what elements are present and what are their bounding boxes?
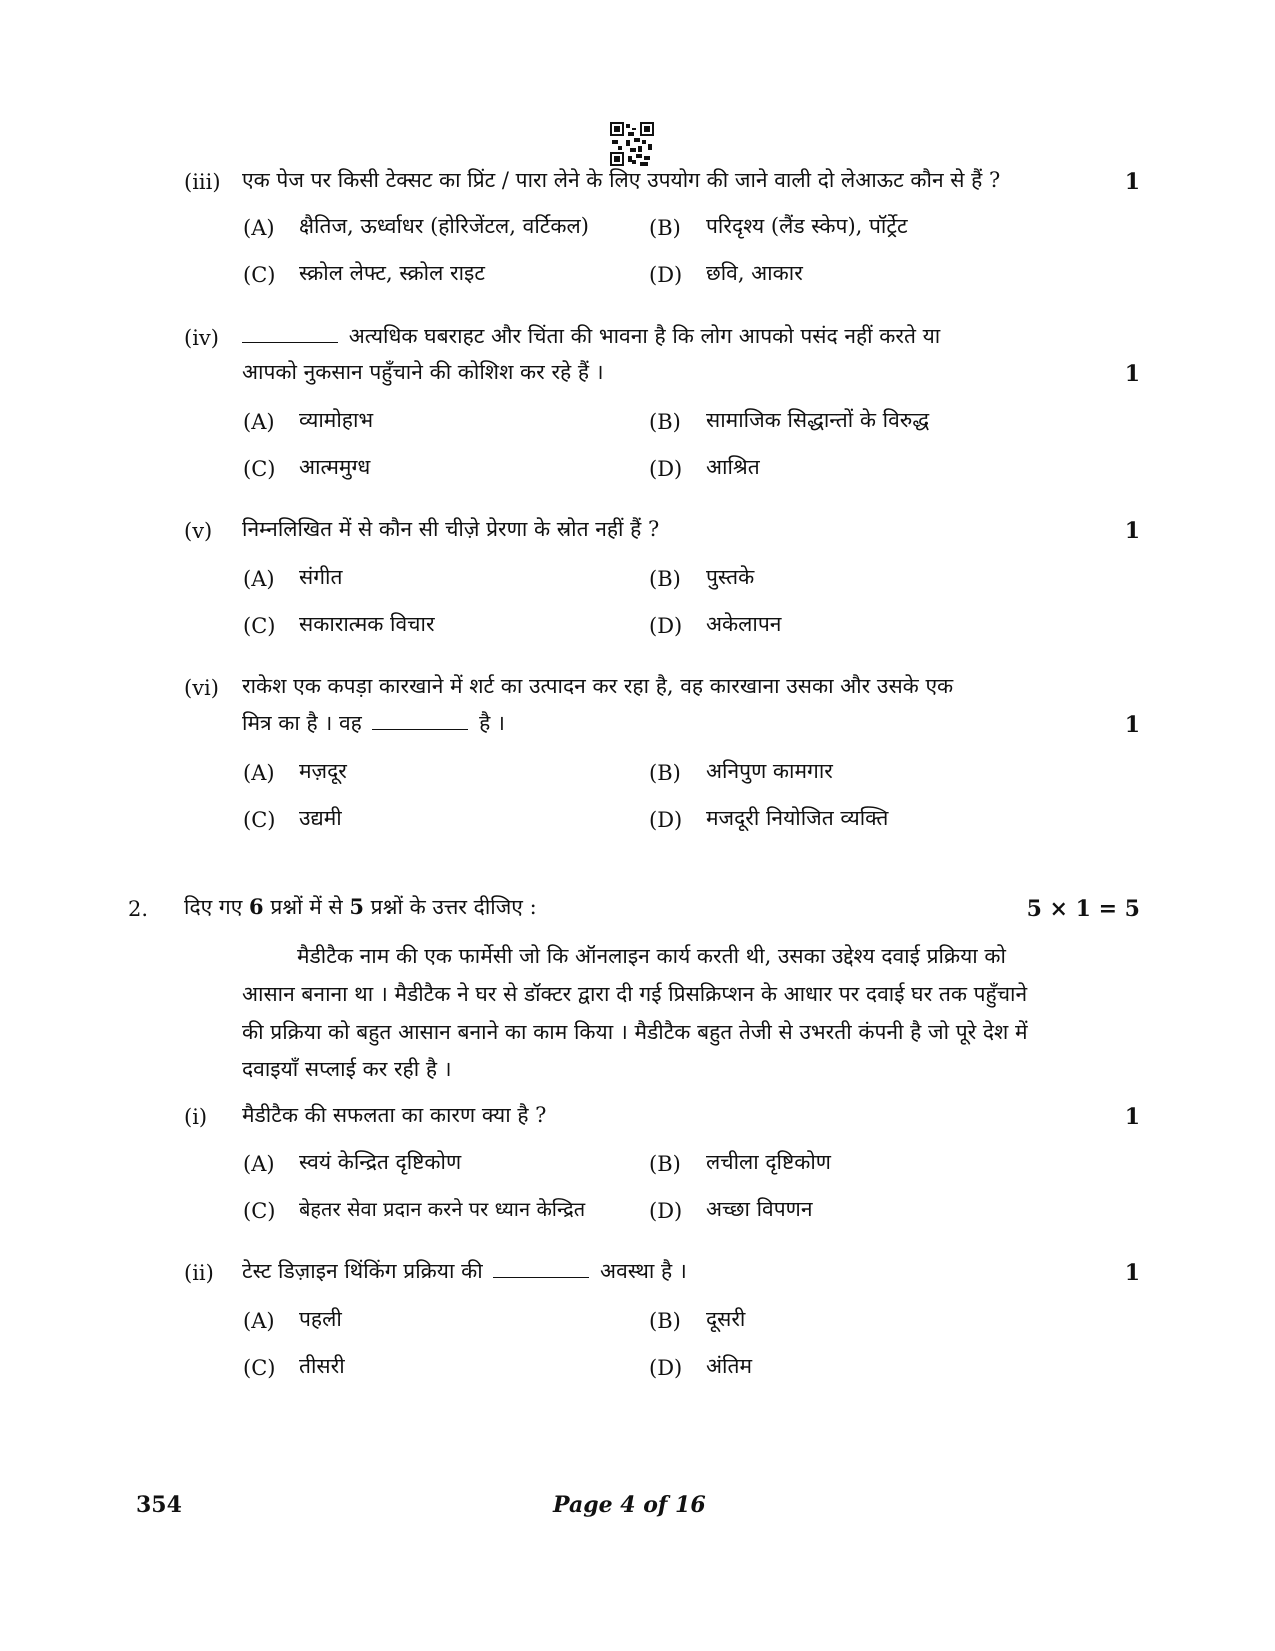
option-label: (B) bbox=[649, 761, 681, 785]
question-text: मैडीटैक की सफलता का कारण क्या है ? bbox=[242, 1103, 547, 1127]
option-text: आश्रित bbox=[706, 455, 760, 479]
fill-in-blank bbox=[493, 1257, 589, 1278]
option-text: छवि, आकार bbox=[706, 261, 803, 285]
question-text: एक पेज पर किसी टेक्सट का प्रिंट / पारा लेने के लिए उपयोग की जाने वाली दो लेआऊट कौन से हैं ? bbox=[242, 168, 1001, 192]
option-label: (C) bbox=[243, 1356, 276, 1380]
option-label: (C) bbox=[243, 263, 276, 287]
option-label: (D) bbox=[649, 263, 683, 287]
question-text-line2: आपको नुकसान पहुँचाने की कोशिश कर रहे हैं । bbox=[242, 360, 604, 384]
option-text: अंतिम bbox=[706, 1354, 753, 1378]
option-text: सामाजिक सिद्धान्तों के विरुद्ध bbox=[706, 408, 930, 432]
question-text-line2 bbox=[242, 709, 505, 737]
question-number: (vi) bbox=[184, 676, 219, 700]
question-text bbox=[242, 1257, 687, 1285]
question-text-line1: राकेश एक कपड़ा कारखाने में शर्ट का उत्पादन कर रहा है, वह कारखाना उसका और उसके एक bbox=[242, 674, 954, 698]
option-label: (B) bbox=[649, 216, 681, 240]
question-text: निम्नलिखित में से कौन सी चीज़े प्रेरणा के स्रोत नहीं हैं ? bbox=[242, 517, 660, 541]
option-label: (C) bbox=[243, 1199, 276, 1223]
option-label: (C) bbox=[243, 614, 276, 638]
option-text: मज़दूर bbox=[299, 759, 347, 783]
instruction-text: दिए गए bbox=[184, 895, 243, 919]
option-text: बेहतर सेवा प्रदान करने पर ध्यान केन्द्रित bbox=[299, 1197, 586, 1221]
passage-line: मैडीटैक नाम की एक फार्मेसी जो कि ऑनलाइन कार्य करती थी, उसका उद्देश्य दवाई प्रक्रिया को bbox=[297, 944, 1006, 968]
option-label: (D) bbox=[649, 614, 683, 638]
question-number: (i) bbox=[184, 1105, 208, 1129]
question-text-pre: मित्र का है । वह bbox=[242, 711, 362, 735]
option-label: (A) bbox=[243, 410, 275, 434]
question-text-post: अवस्था है । bbox=[600, 1259, 687, 1283]
question-number: (ii) bbox=[184, 1261, 214, 1285]
option-text: स्वयं केन्द्रित दृष्टिकोण bbox=[299, 1150, 462, 1174]
option-text: स्क्रोल लेफ्ट, स्क्रोल राइट bbox=[299, 261, 485, 285]
option-label: (B) bbox=[649, 1309, 681, 1333]
question-marks: 1 bbox=[1124, 1104, 1140, 1130]
question-instruction bbox=[184, 893, 537, 921]
option-text: सकारात्मक विचार bbox=[299, 612, 435, 636]
option-label: (D) bbox=[649, 1356, 683, 1380]
paper-code: 354 bbox=[136, 1492, 182, 1518]
passage-line: की प्रक्रिया को बहुत आसान बनाने का काम किया । मैडीटैक बहुत तेजी से उभरती कंपनी है जो पूरे देश में bbox=[242, 1020, 1028, 1044]
question-marks: 1 bbox=[1124, 712, 1140, 738]
question-marks: 5 × 1 = 5 bbox=[1026, 896, 1140, 922]
page-number: Page 4 of 16 bbox=[553, 1492, 706, 1518]
option-text: क्षैतिज, ऊर्ध्वाधर (होरिजेंटल, वर्टिकल) bbox=[299, 214, 589, 238]
option-label: (A) bbox=[243, 1152, 275, 1176]
option-text: पुस्तके bbox=[706, 565, 755, 589]
instruction-count-total: 6 bbox=[249, 894, 264, 919]
question-marks: 1 bbox=[1124, 1260, 1140, 1286]
option-label: (B) bbox=[649, 567, 681, 591]
option-label: (A) bbox=[243, 567, 275, 591]
option-text: मजदूरी नियोजित व्यक्ति bbox=[706, 806, 889, 830]
option-text: उद्यमी bbox=[299, 806, 342, 830]
fill-in-blank bbox=[372, 709, 468, 730]
option-label: (D) bbox=[649, 1199, 683, 1223]
option-label: (A) bbox=[243, 1309, 275, 1333]
option-text: संगीत bbox=[299, 565, 343, 589]
instruction-count-answer: 5 bbox=[349, 894, 364, 919]
option-label: (C) bbox=[243, 808, 276, 832]
option-text: परिदृश्य (लैंड स्केप), पॉर्ट्रेट bbox=[706, 214, 908, 238]
question-number: 2. bbox=[128, 897, 149, 921]
option-text: पहली bbox=[299, 1307, 342, 1331]
passage-line: दवाइयाँ सप्लाई कर रही है । bbox=[242, 1057, 452, 1081]
fill-in-blank bbox=[242, 322, 338, 343]
option-text: आत्ममुग्ध bbox=[299, 455, 371, 479]
option-text: अच्छा विपणन bbox=[706, 1197, 813, 1221]
option-text: दूसरी bbox=[706, 1307, 746, 1331]
option-label: (A) bbox=[243, 761, 275, 785]
passage-line: आसान बनाना था । मैडीटैक ने घर से डॉक्टर द्वारा दी गई प्रिसक्रिप्शन के आधार पर दवाई घर तक पहुँचाने bbox=[242, 982, 1028, 1006]
option-label: (B) bbox=[649, 1152, 681, 1176]
question-number: (iii) bbox=[184, 170, 221, 194]
question-text-pre: टेस्ट डिज़ाइन थिंकिंग प्रक्रिया की bbox=[242, 1259, 483, 1283]
option-label: (D) bbox=[649, 457, 683, 481]
option-label: (D) bbox=[649, 808, 683, 832]
option-text: लचीला दृष्टिकोण bbox=[706, 1150, 831, 1174]
question-text-line1: अत्यधिक घबराहट और चिंता की भावना है कि लोग आपको पसंद नहीं करते या bbox=[348, 324, 941, 348]
option-text: अकेलापन bbox=[706, 612, 782, 636]
question-marks: 1 bbox=[1124, 361, 1140, 387]
option-text: तीसरी bbox=[299, 1354, 345, 1378]
question-number: (iv) bbox=[184, 326, 219, 350]
instruction-text: प्रश्नों के उत्तर दीजिए : bbox=[370, 895, 537, 919]
question-text bbox=[242, 322, 940, 350]
option-label: (A) bbox=[243, 216, 275, 240]
option-label: (C) bbox=[243, 457, 276, 481]
option-text: अनिपुण कामगार bbox=[706, 759, 833, 783]
instruction-text: प्रश्नों में से bbox=[270, 895, 343, 919]
question-text-post: है । bbox=[479, 711, 505, 735]
question-number: (v) bbox=[184, 519, 213, 543]
question-marks: 1 bbox=[1124, 518, 1140, 544]
qr-code bbox=[610, 122, 654, 166]
question-marks: 1 bbox=[1124, 169, 1140, 195]
option-label: (B) bbox=[649, 410, 681, 434]
option-text: व्यामोहाभ bbox=[299, 408, 374, 432]
